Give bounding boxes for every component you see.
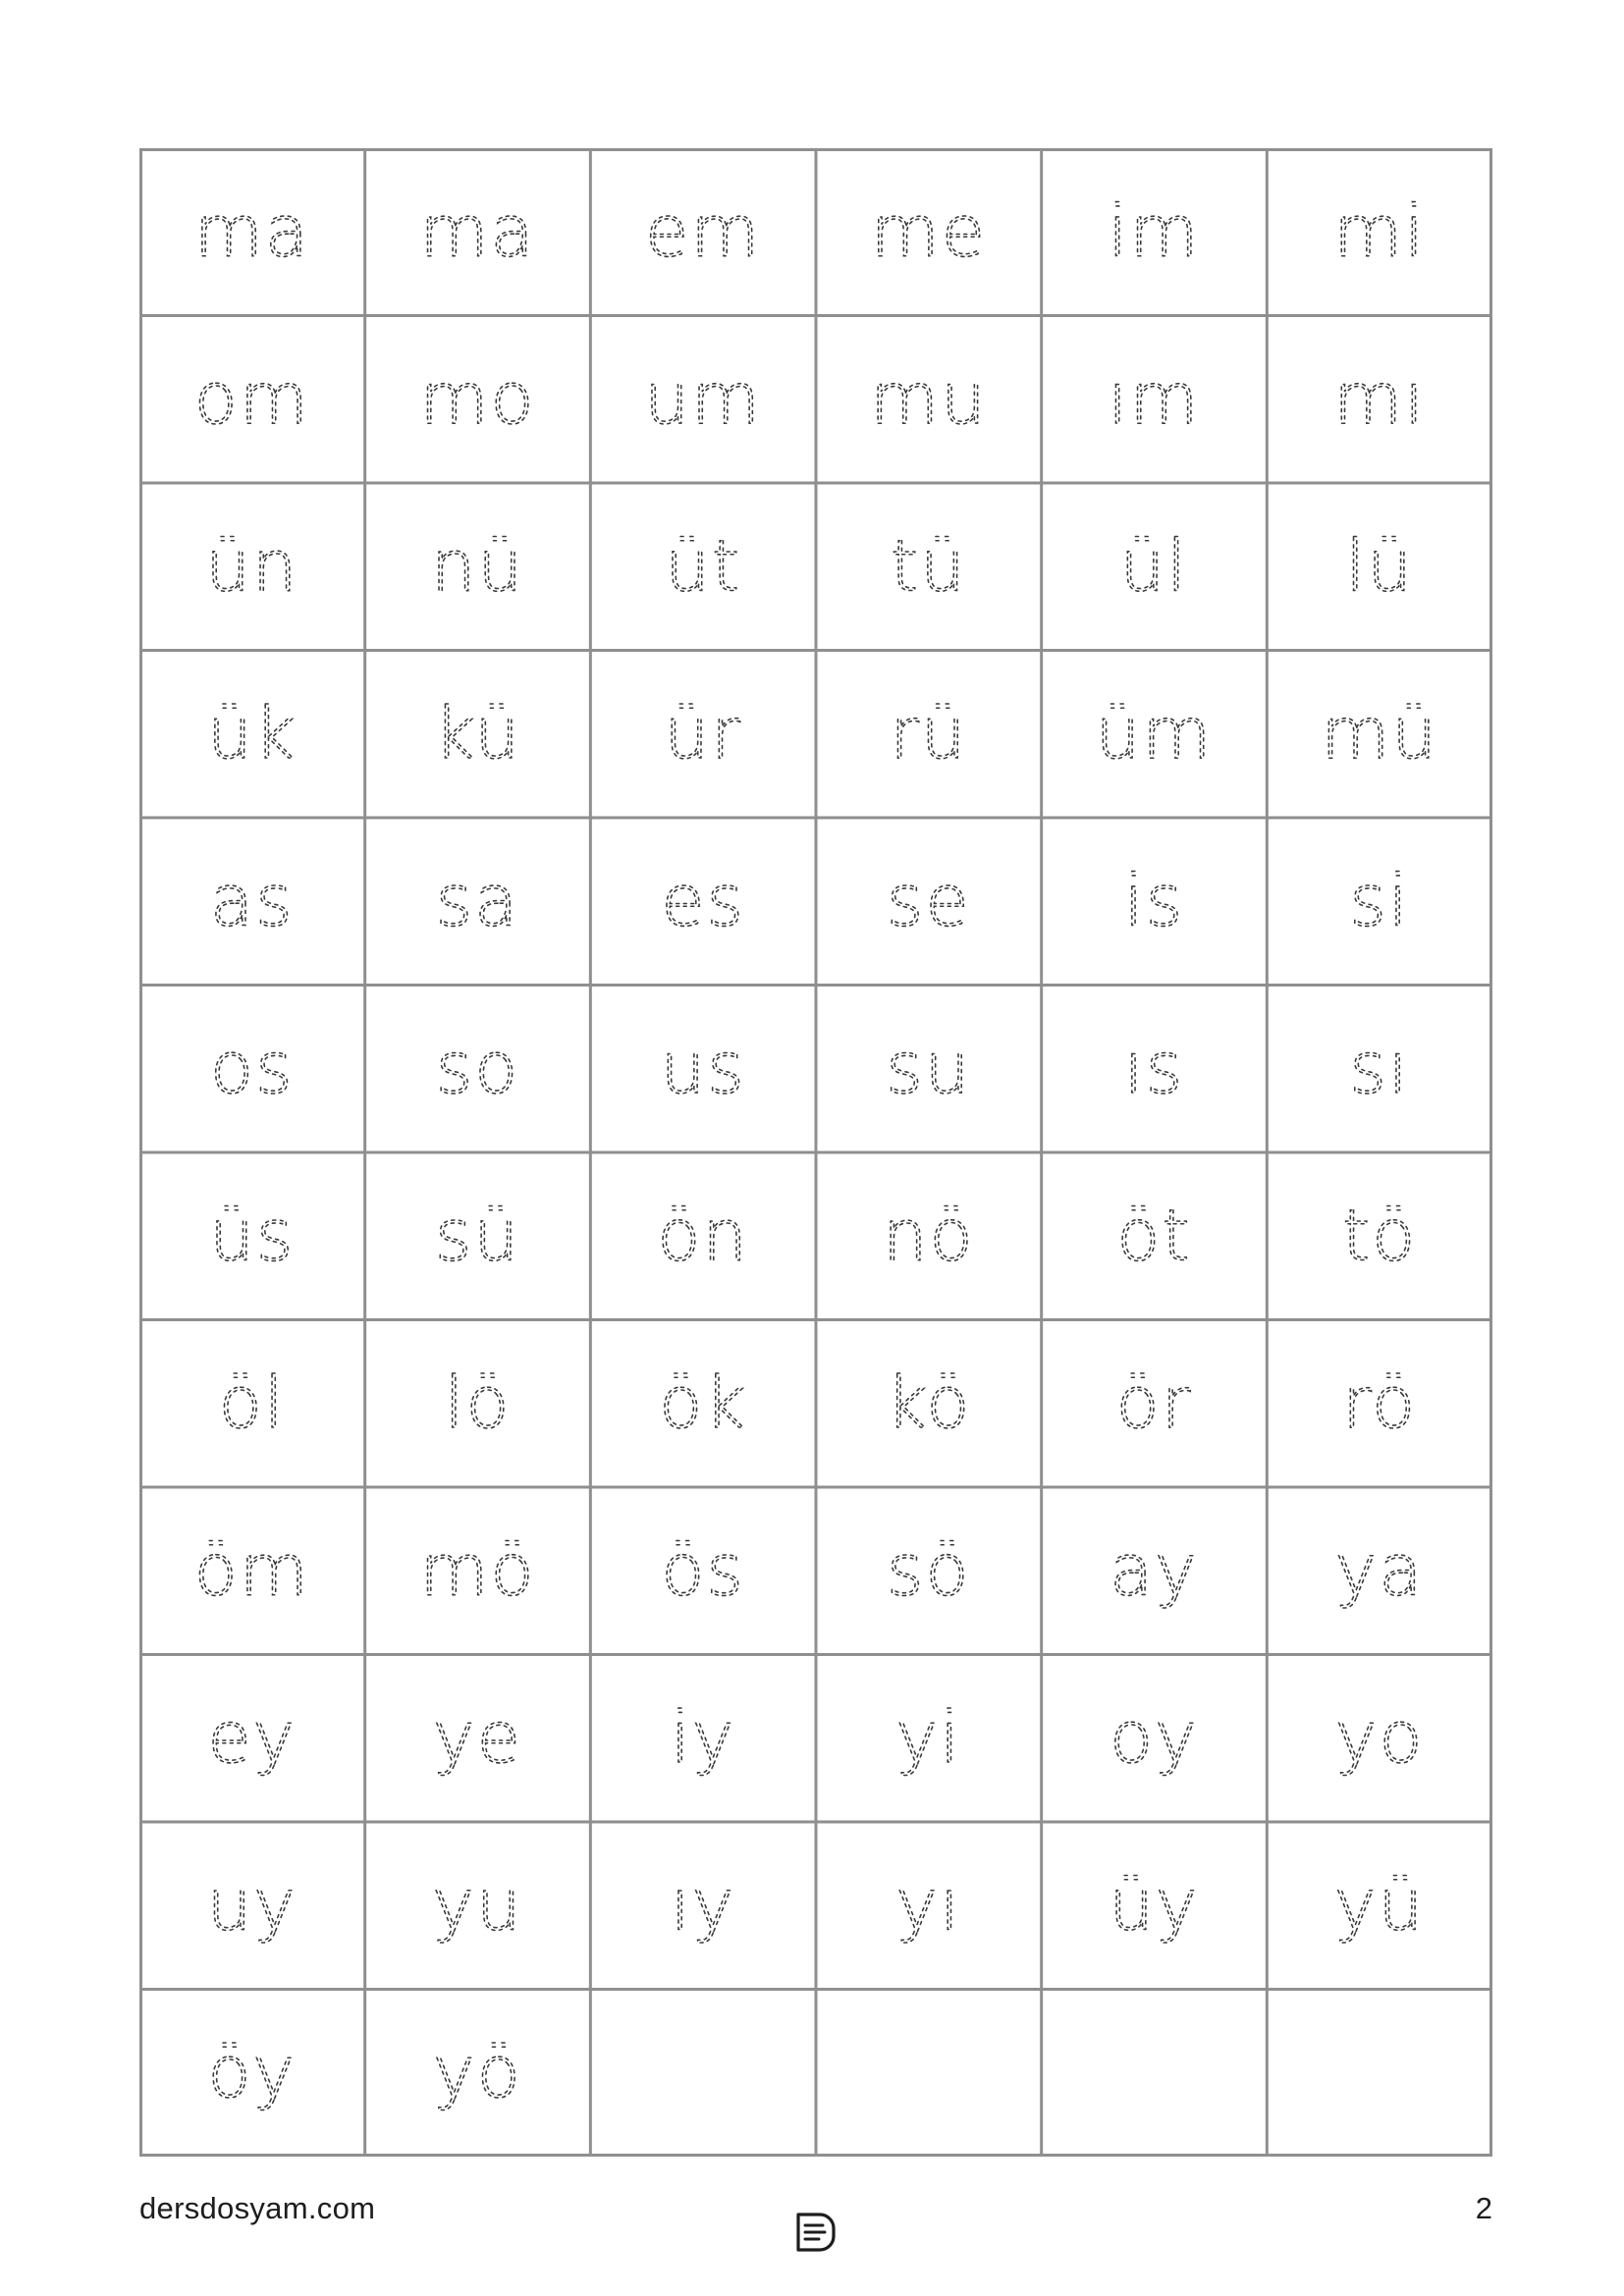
tracing-syllable: so (435, 1026, 520, 1109)
tracing-syllable: öm (193, 1528, 310, 1612)
tracing-syllable: mü (1321, 691, 1439, 774)
tracing-syllable: ök (659, 1361, 748, 1444)
grid-cell (816, 148, 1042, 316)
grid-cell (590, 1990, 816, 2158)
grid-cell (139, 148, 365, 316)
tracing-syllable: ür (664, 691, 742, 774)
grid-cell (365, 1152, 591, 1320)
grid-cell (816, 1320, 1042, 1488)
tracing-syllable: yö (433, 2030, 522, 2113)
grid-cell (1267, 986, 1492, 1153)
grid-cell (365, 483, 591, 651)
grid-cell (365, 651, 591, 819)
tracing-syllable: kü (433, 691, 522, 774)
grid-cell (1267, 651, 1492, 819)
tracing-syllable: ıy (670, 1863, 736, 1947)
tracing-syllable: mı (1333, 356, 1427, 440)
tracing-syllable: yı (895, 1863, 962, 1947)
syllable-tracing-grid (139, 148, 1492, 2157)
tracing-syllable: tö (1342, 1194, 1418, 1277)
grid-cell (816, 1655, 1042, 1823)
tracing-syllable: mu (869, 356, 988, 440)
grid-cell (1267, 1655, 1492, 1823)
tracing-syllable: üm (1095, 691, 1214, 774)
grid-cell (590, 1152, 816, 1320)
tracing-syllable: sı (1349, 1026, 1410, 1109)
grid-cell (816, 1990, 1042, 2158)
tracing-syllable: nö (882, 1194, 975, 1277)
grid-cell (365, 148, 591, 316)
tracing-syllable: es (661, 859, 746, 942)
tracing-syllable: ey (207, 1695, 298, 1779)
tracing-syllable: su (886, 1026, 972, 1109)
grid-cell (1042, 1152, 1268, 1320)
tracing-syllable: ön (657, 1194, 750, 1277)
tracing-syllable: ye (433, 1695, 522, 1779)
grid-cell (1267, 1152, 1492, 1320)
grid-cell (365, 818, 591, 986)
grid-cell (590, 316, 816, 484)
page-number: 2 (1475, 2191, 1492, 2225)
tracing-syllable: yü (1334, 1863, 1426, 1947)
tracing-syllable: ay (1110, 1528, 1199, 1612)
tracing-syllable: is (1123, 859, 1185, 942)
tracing-syllable: se (886, 859, 971, 942)
tracing-syllable: üs (209, 1194, 296, 1277)
grid-svg (139, 148, 1492, 2157)
grid-cell (590, 1655, 816, 1823)
tracing-syllable: ör (1115, 1361, 1193, 1444)
grid-cell (139, 1152, 365, 1320)
site-name: dersdosyam.com (139, 2191, 376, 2225)
grid-cell (1267, 148, 1492, 316)
tracing-syllable: öt (1116, 1194, 1192, 1277)
grid-cell (365, 1822, 591, 1990)
tracing-syllable: um (644, 356, 763, 440)
grid-cell (365, 1320, 591, 1488)
grid-cell (590, 651, 816, 819)
grid-cell (816, 651, 1042, 819)
tracing-syllable: im (1108, 189, 1201, 273)
grid-cell (590, 1487, 816, 1655)
grid-cell (590, 1320, 816, 1488)
grid-cell (1267, 818, 1492, 986)
tracing-syllable: os (210, 1026, 295, 1109)
grid-cell-bg (816, 1990, 1042, 2158)
tracing-syllable: kö (886, 1361, 972, 1444)
grid-cell (139, 316, 365, 484)
grid-cell (365, 986, 591, 1153)
grid-cell (139, 1320, 365, 1488)
tracing-syllable: iy (670, 1695, 736, 1779)
grid-cell (1267, 1990, 1492, 2158)
grid-cell (816, 1487, 1042, 1655)
grid-cell (1267, 1487, 1492, 1655)
grid-cell (365, 1487, 591, 1655)
grid-cell (139, 1487, 365, 1655)
tracing-syllable: ya (1334, 1528, 1425, 1612)
tracing-syllable: si (1349, 859, 1410, 942)
grid-cell (1267, 483, 1492, 651)
tracing-syllable: uy (206, 1863, 298, 1947)
tracing-syllable: ıs (1123, 1026, 1185, 1109)
tracing-syllable: tü (890, 524, 967, 608)
tracing-syllable: us (660, 1026, 746, 1109)
grid-cell (139, 1655, 365, 1823)
tracing-syllable: rü (890, 691, 968, 774)
grid-cell (139, 986, 365, 1153)
tracing-syllable: ük (207, 691, 298, 774)
grid-cell (139, 1990, 365, 2158)
grid-cell (365, 1990, 591, 2158)
grid-cell (1042, 651, 1268, 819)
grid-cell (590, 148, 816, 316)
tracing-syllable: üy (1109, 1863, 1200, 1947)
tracing-syllable: om (193, 356, 310, 440)
tracing-syllable: ös (661, 1528, 745, 1612)
grid-cell (1267, 1822, 1492, 1990)
grid-cell (1042, 818, 1268, 986)
grid-cell (365, 316, 591, 484)
grid-cell (816, 986, 1042, 1153)
grid-cell (1042, 483, 1268, 651)
tracing-syllable: sa (435, 859, 520, 942)
grid-cell (1267, 316, 1492, 484)
tracing-syllable: yi (895, 1695, 962, 1779)
tracing-syllable: oy (1110, 1695, 1199, 1779)
tracing-syllable: as (210, 859, 295, 942)
grid-cell (139, 483, 365, 651)
tracing-syllable: mo (419, 356, 536, 440)
tracing-syllable: üt (665, 524, 742, 608)
tracing-syllable: em (644, 189, 762, 273)
grid-cell-bg (590, 1990, 816, 2158)
grid-cell (816, 818, 1042, 986)
grid-cell (816, 483, 1042, 651)
grid-cell (1267, 1320, 1492, 1488)
tracing-syllable: yu (432, 1863, 523, 1947)
tracing-syllable: sü (434, 1194, 521, 1277)
grid-cell (1042, 1487, 1268, 1655)
grid-cell (590, 483, 816, 651)
tracing-syllable: mö (419, 1528, 536, 1612)
tracing-syllable: öl (218, 1361, 286, 1444)
tracing-syllable: lü (1345, 524, 1414, 608)
document-lines-icon (792, 2211, 838, 2254)
tracing-syllable: ma (419, 189, 536, 273)
tracing-syllable: ım (1108, 356, 1201, 440)
grid-cell (1042, 148, 1268, 316)
tracing-syllable: me (870, 189, 988, 273)
grid-cell (1042, 316, 1268, 484)
grid-cell (1042, 1990, 1268, 2158)
tracing-syllable: rö (1342, 1361, 1418, 1444)
grid-cell (590, 986, 816, 1153)
grid-cell (816, 316, 1042, 484)
grid-cell (816, 1152, 1042, 1320)
tracing-syllable: öy (207, 2030, 298, 2113)
tracing-syllable: mi (1333, 189, 1427, 273)
grid-cell (1042, 1320, 1268, 1488)
tracing-syllable: ül (1119, 524, 1189, 608)
tracing-syllable: sö (887, 1528, 971, 1612)
grid-cell-bg (1042, 1990, 1268, 2158)
grid-cell (139, 1822, 365, 1990)
grid-cell (1042, 1655, 1268, 1823)
tracing-syllable: yo (1334, 1695, 1425, 1779)
grid-cell (816, 1822, 1042, 1990)
grid-cell-bg (1267, 1990, 1492, 2158)
grid-cell (1042, 986, 1268, 1153)
grid-cell (139, 651, 365, 819)
grid-cell (590, 818, 816, 986)
tracing-syllable: lö (444, 1361, 512, 1444)
tracing-syllable: nü (430, 524, 525, 608)
tracing-syllable: ün (205, 524, 299, 608)
grid-cell (139, 818, 365, 986)
tracing-syllable: ma (193, 189, 310, 273)
grid-cell (365, 1655, 591, 1823)
grid-cell (1042, 1822, 1268, 1990)
grid-cell (590, 1822, 816, 1990)
